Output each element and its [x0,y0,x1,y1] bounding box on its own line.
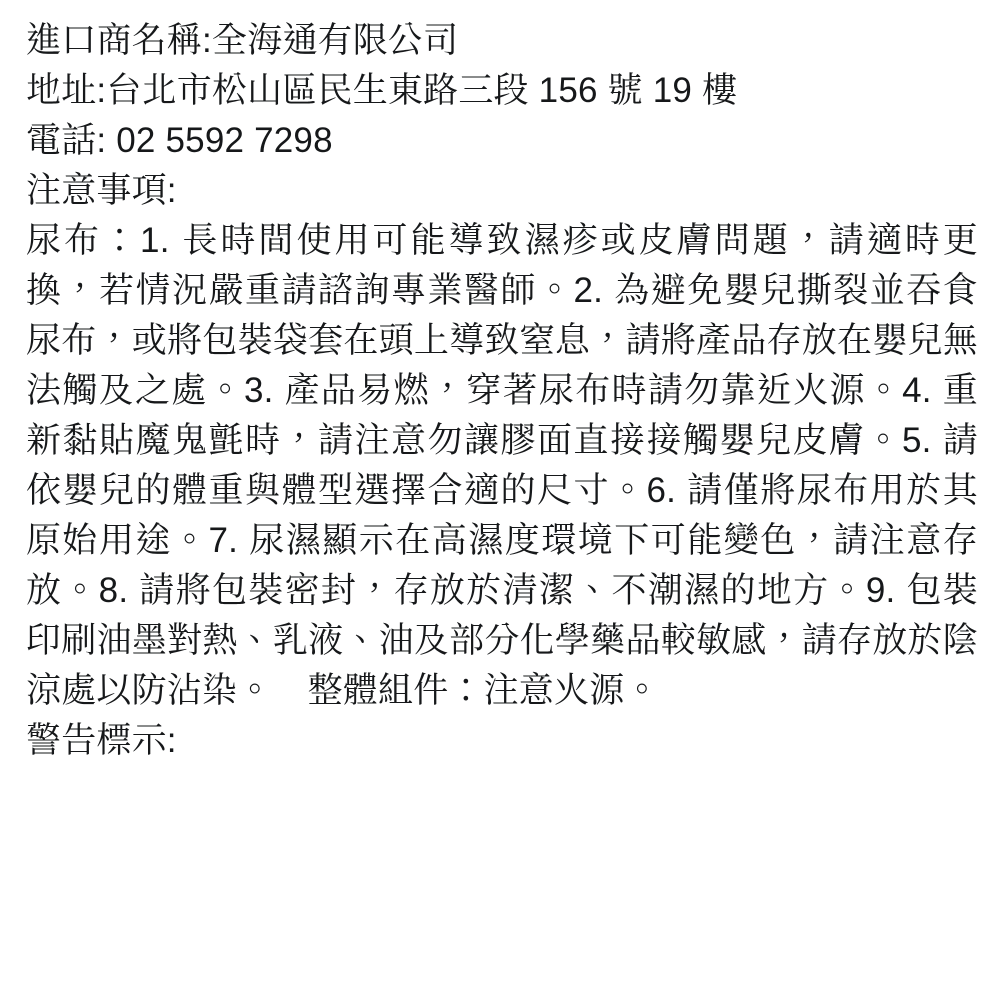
notes-body: 尿布：1. 長時間使用可能導致濕疹或皮膚問題，請適時更換，若情況嚴重請諮詢專業醫師。2. 為避免嬰兒撕裂並吞食尿布，或將包裝袋套在頭上導致窒息，請將產品存放在嬰兒無法觸及之處。3. 產品易燃，穿著尿布時請勿靠近火源。4. 重新黏貼魔鬼氈時，請注意勿讓膠面直接接觸嬰兒皮膚。5. 請依嬰兒的體重與體型選擇合適的尺寸。6. 請僅將尿布用於其原始用途。7. 尿濕顯示在高濕度環境下可能變色，請注意存放。8. 請將包裝密封，存放於清潔、不潮濕的地方。9. 包裝印刷油墨對熱、乳液、油及部分化學藥品較敏感，請存放於陰涼處以防沾染。 整體組件：注意火源。 [26,221,978,710]
notes-heading: 注意事項: [26,171,177,210]
address-line: 地址:台北市松山區民生東路三段 156 號 19 樓 [26,71,738,110]
importer-name-line: 進口商名稱:全海通有限公司 [26,21,459,60]
warning-heading: 警告標示: [26,721,177,760]
phone-line: 電話: 02 5592 7298 [26,121,333,160]
